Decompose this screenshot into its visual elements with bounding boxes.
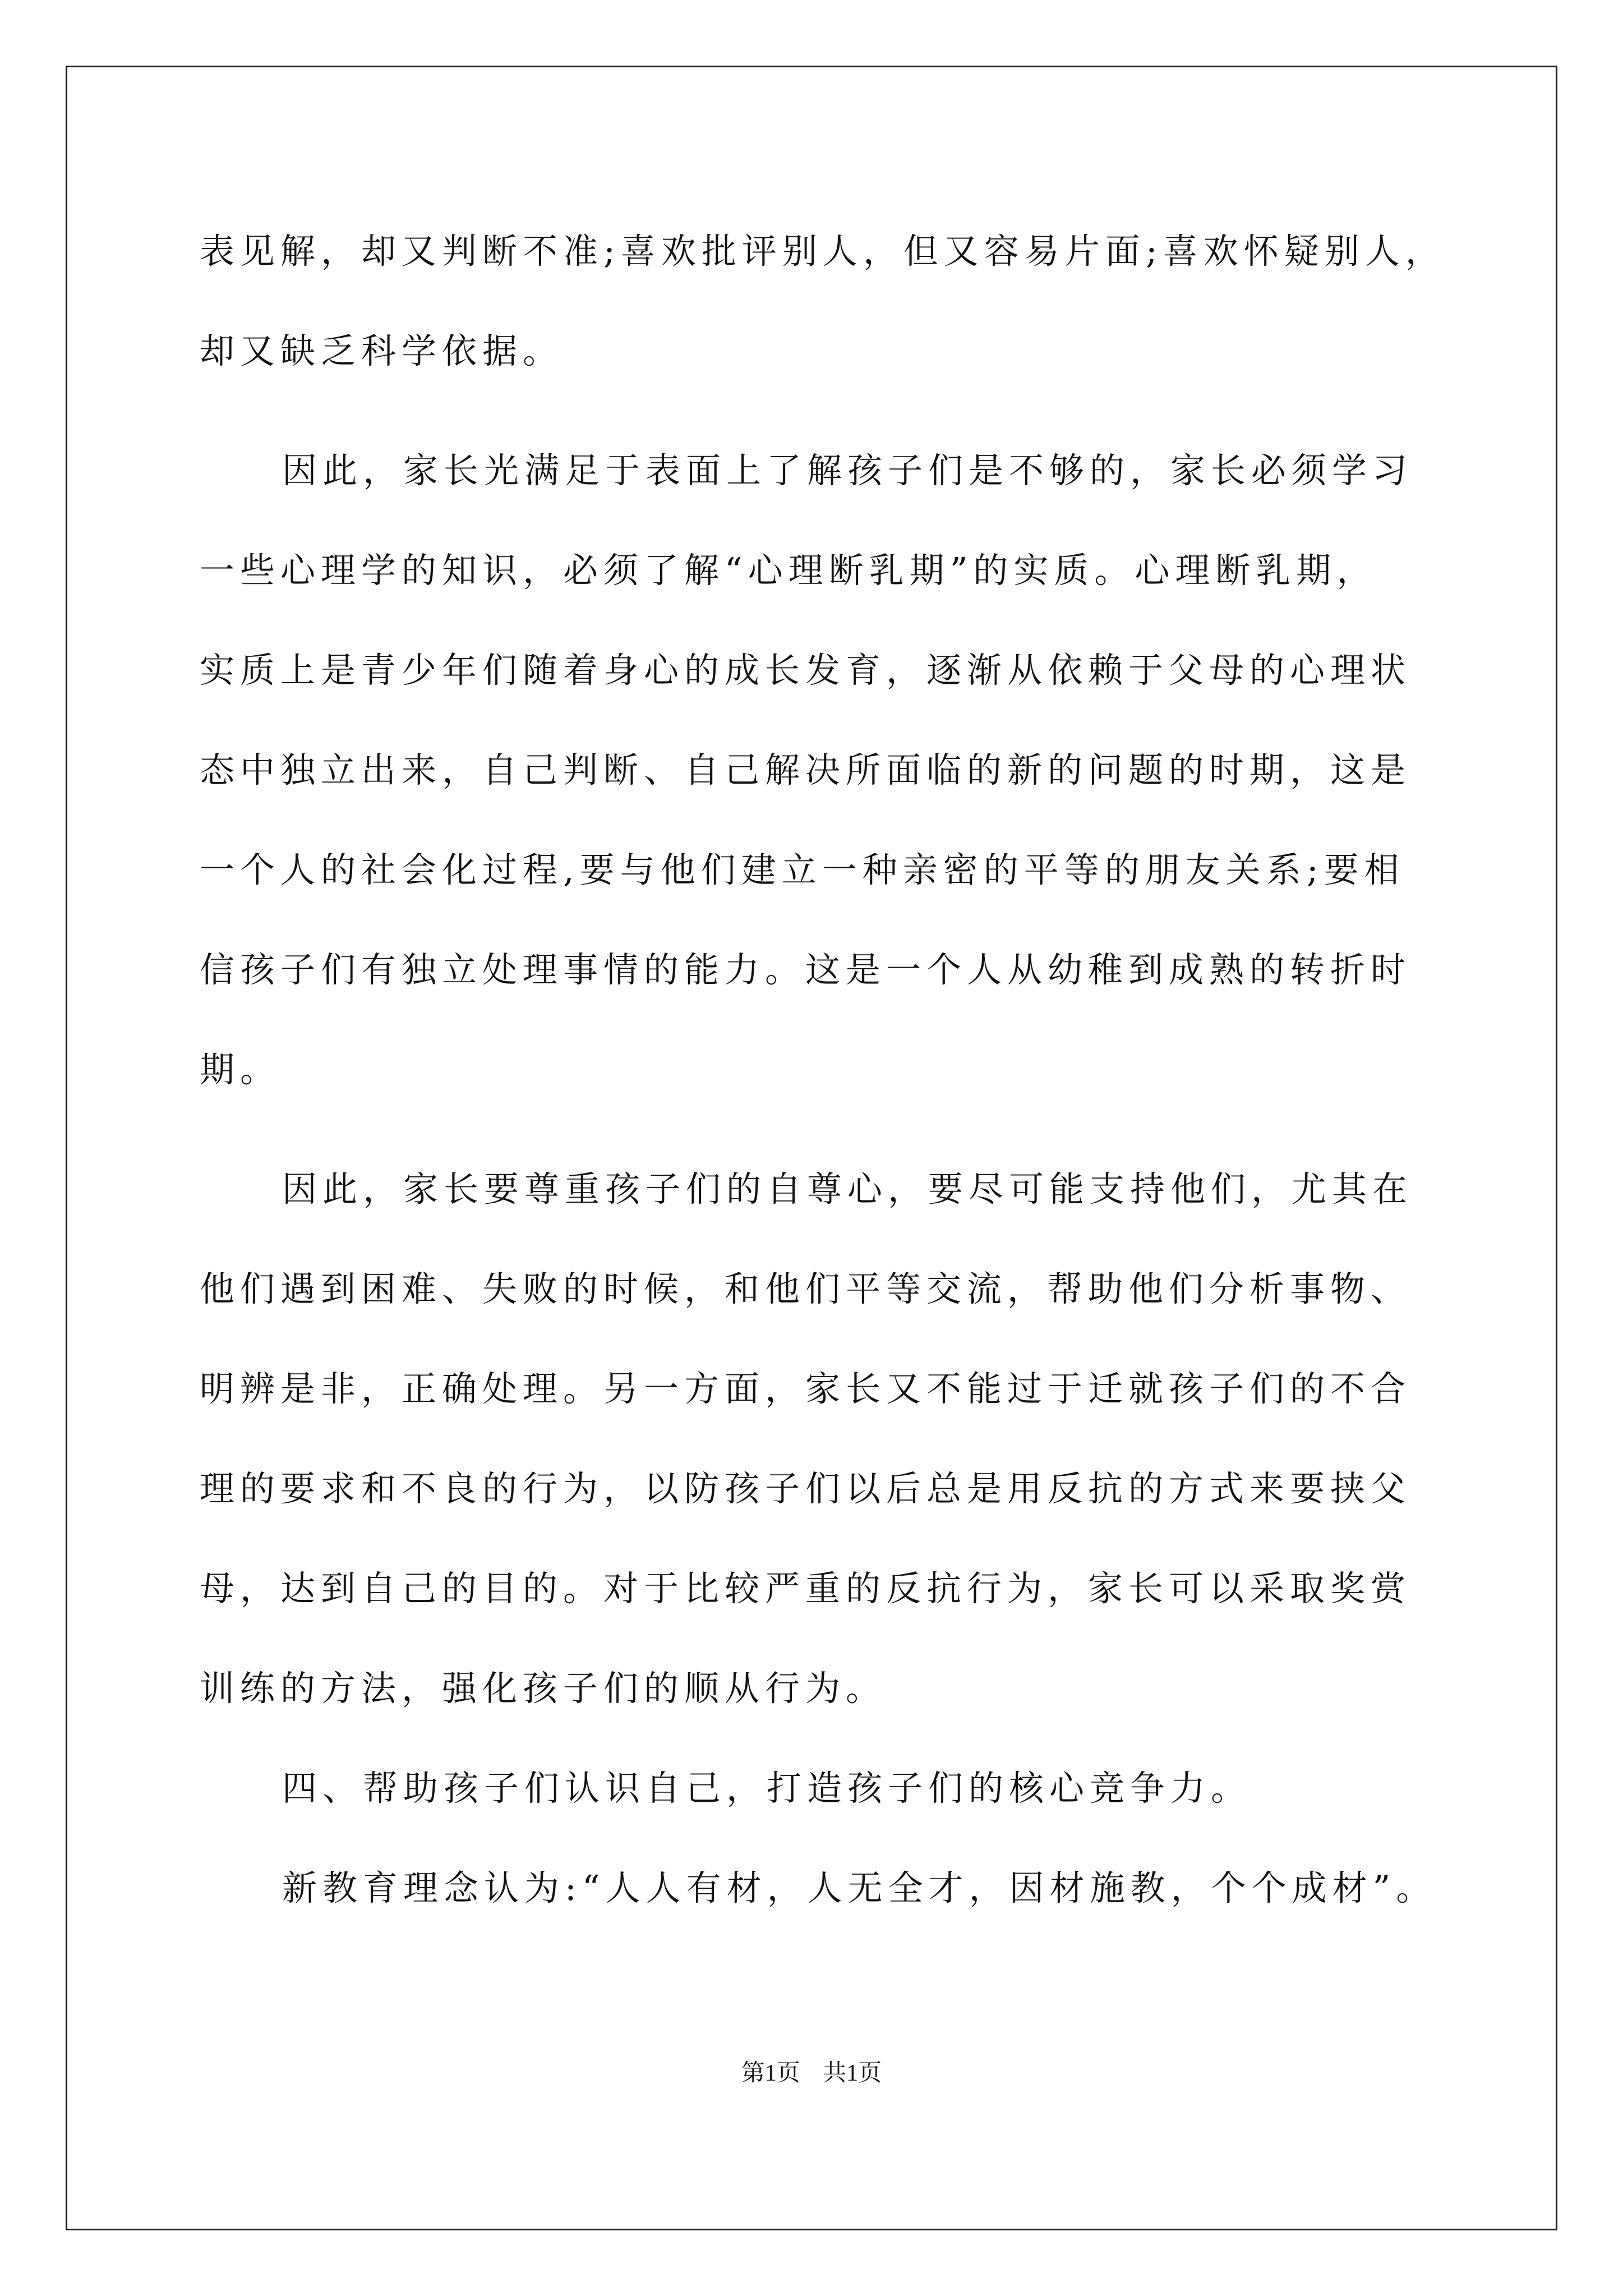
text-line-13: 理的要求和不良的行为，以防孩子们以后总是用反抗的方式来要挟父 (200, 1468, 1412, 1509)
text-line-12: 明辨是非，正确处理。另一方面，家长又不能过于迁就孩子们的不合 (200, 1368, 1412, 1409)
page-footer: 第1页 共1页 (741, 2060, 882, 2086)
text-line-10: 因此，家长要尊重孩子们的自尊心，要尽可能支持他们，尤其在 (282, 1168, 1413, 1209)
text-line-2: 却又缺乏科学依据。 (200, 330, 564, 371)
text-line-7: 一个人的社会化过程,要与他们建立一种亲密的平等的朋友关系;要相 (200, 849, 1405, 890)
text-line-6: 态中独立出来，自己判断、自己解决所面临的新的问题的时期，这是 (200, 749, 1412, 790)
text-line-14: 母，达到自己的目的。对于比较严重的反抗行为，家长可以采取奖赏 (200, 1568, 1412, 1609)
text-line-1: 表见解，却又判断不准;喜欢批评别人，但又容易片面;喜欢怀疑别人， (200, 231, 1446, 272)
text-line-3: 因此，家长光满足于表面上了解孩子们是不够的，家长必须学习 (282, 450, 1413, 491)
text-line-9: 期。 (200, 1049, 281, 1090)
text-line-4: 一些心理学的知识，必须了解“心理断乳期”的实质。心理断乳期， (200, 550, 1377, 591)
text-line-17: 新教育理念认为:“人人有材，人无全才，因材施教，个个成材”。 (282, 1867, 1437, 1908)
text-line-15: 训练的方法，强化孩子们的顺从行为。 (200, 1668, 887, 1709)
text-line-8: 信孩子们有独立处理事情的能力。这是一个人从幼稚到成熟的转折时 (200, 949, 1412, 990)
text-line-11: 他们遇到困难、失败的时候，和他们平等交流，帮助他们分析事物、 (200, 1268, 1412, 1309)
text-line-5: 实质上是青少年们随着身心的成长发育，逐渐从依赖于父母的心理状 (200, 650, 1412, 691)
text-line-16: 四、帮助孩子们认识自己，打造孩子们的核心竞争力。 (282, 1768, 1252, 1809)
